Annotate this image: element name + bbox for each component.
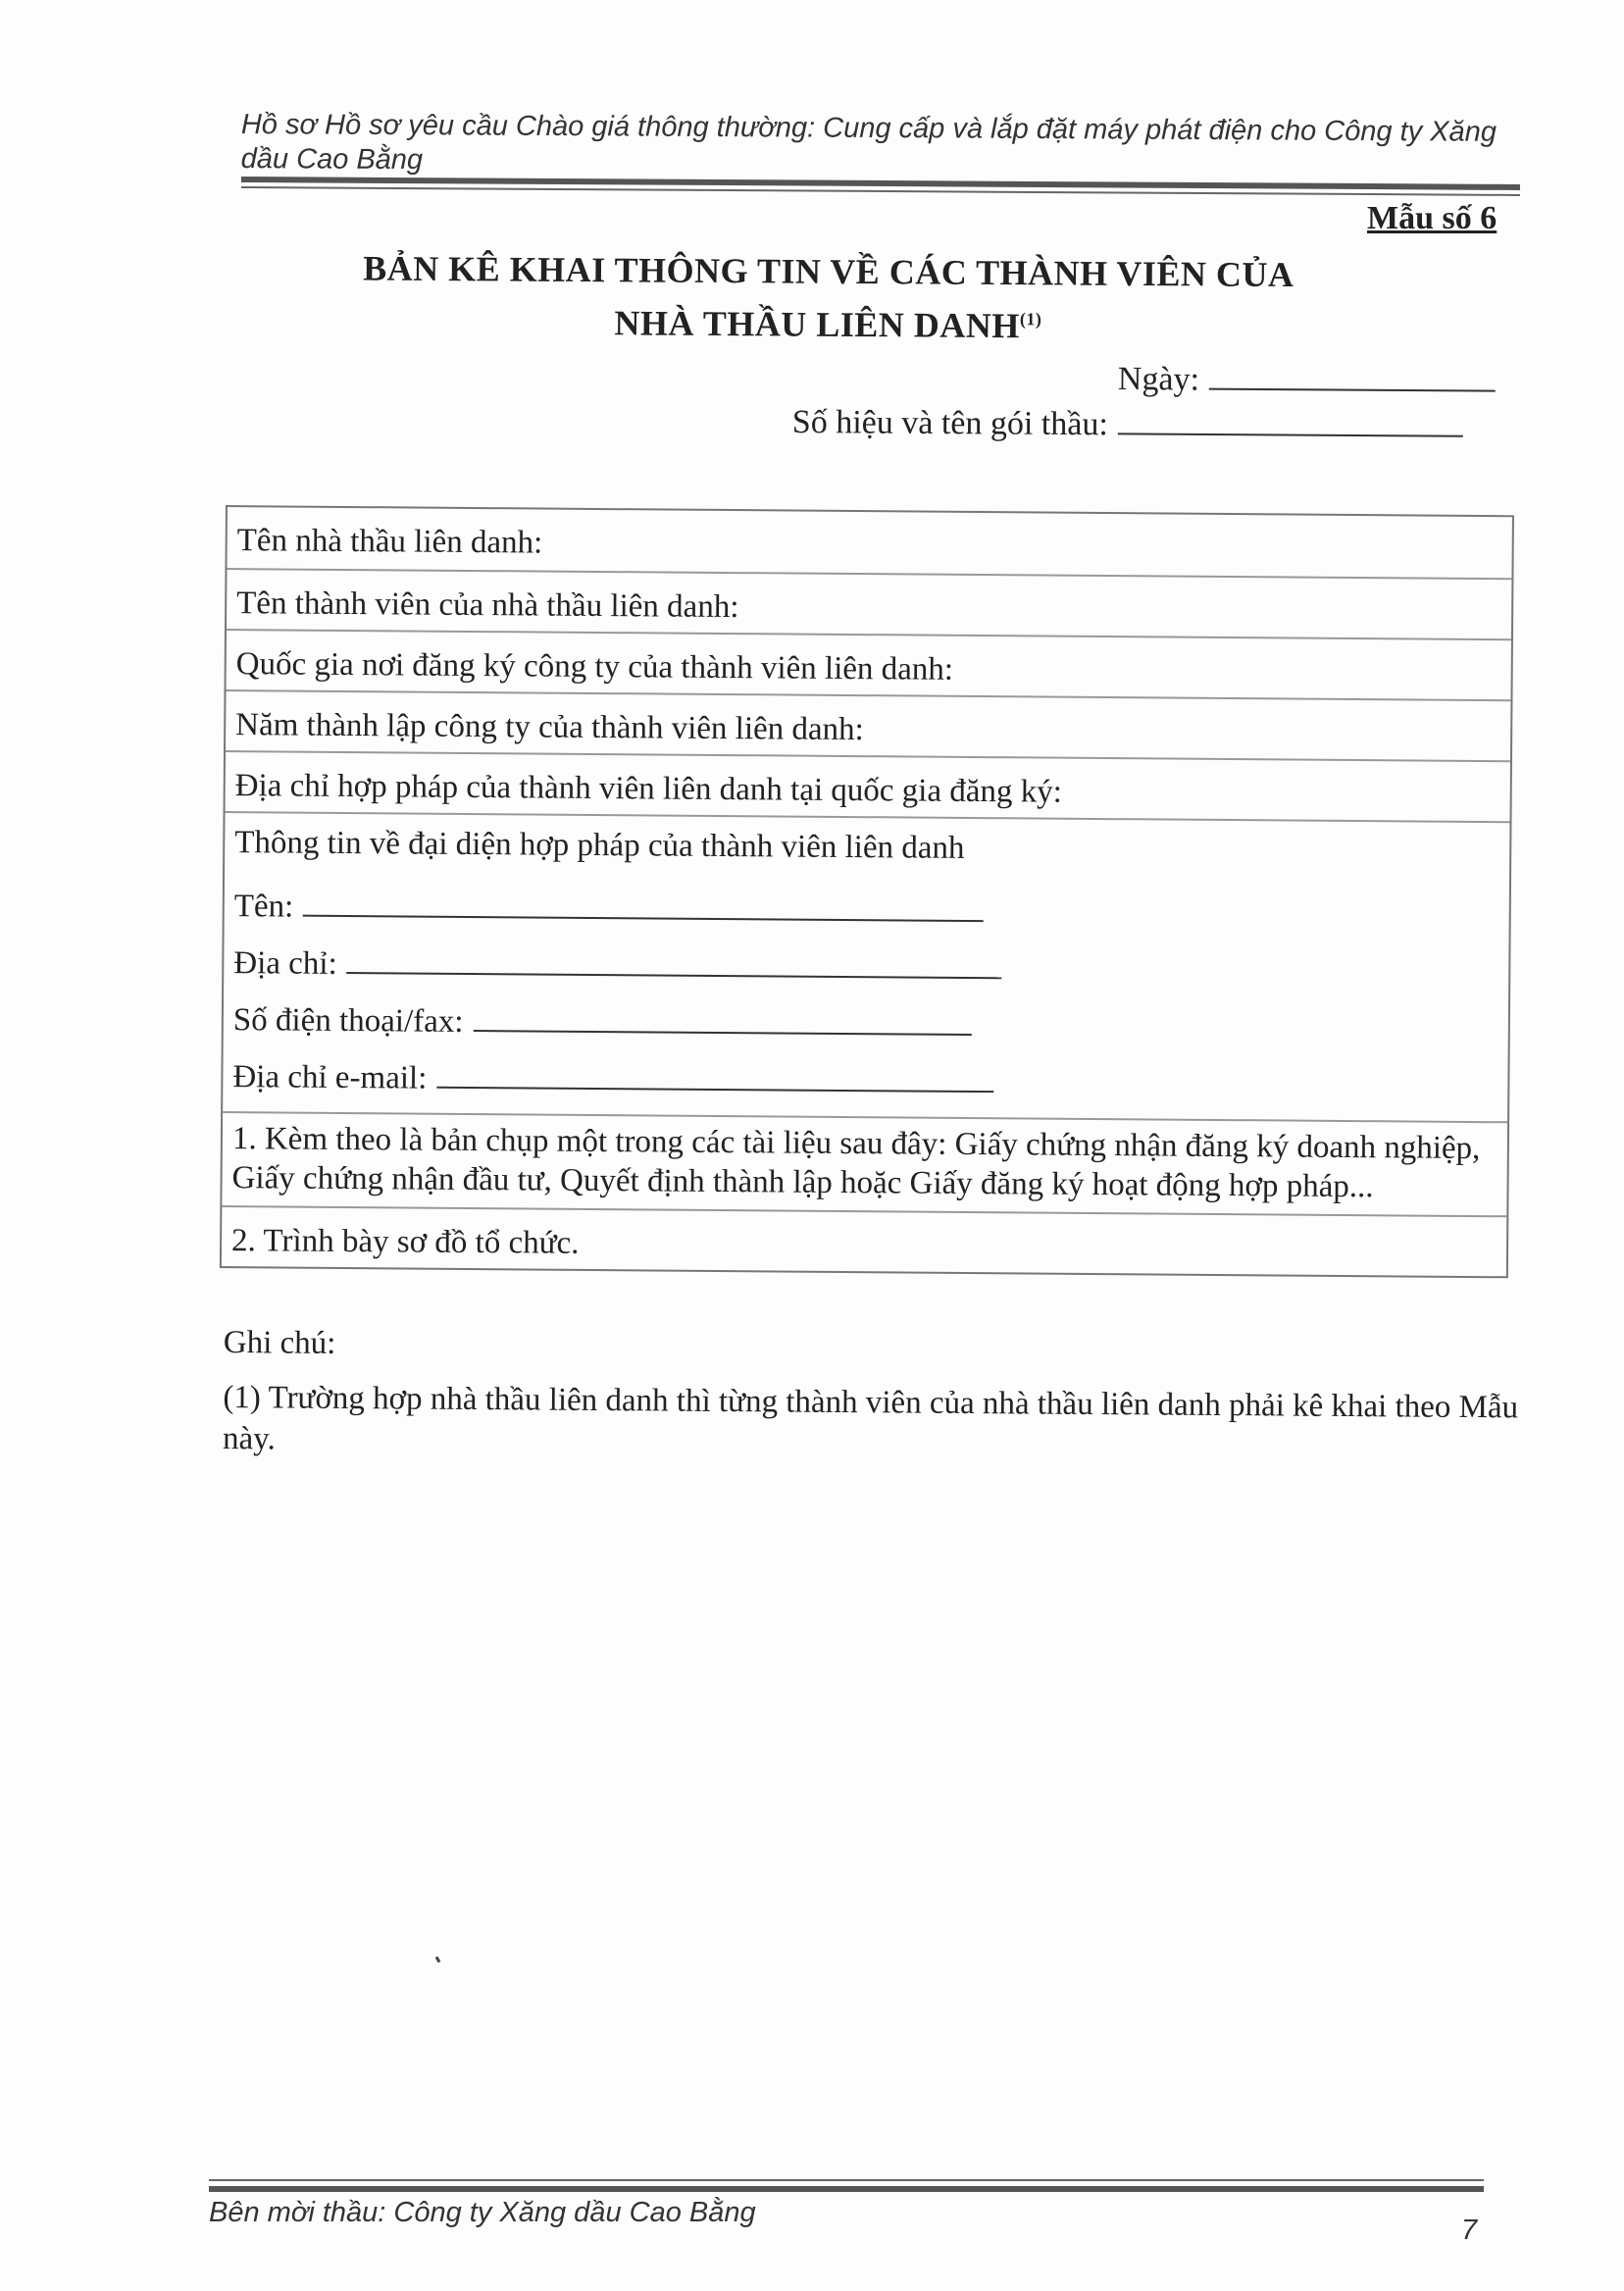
row-registration-country: [227, 629, 1511, 699]
member-info-form: [220, 505, 1514, 1278]
title-line-2: NHÀ THẦU LIÊN DANH$^{(1)}$: [614, 303, 1042, 346]
page-number: 7: [1461, 2215, 1478, 2246]
representative-phone-line: [233, 992, 1504, 1058]
founding-year-label: Năm thành lập công ty của thành viên liên danh:: [235, 707, 864, 748]
legal-address-label: Địa chỉ hợp pháp của thành viên liên danh tại quốc gia đăng ký:: [234, 768, 1063, 810]
footer-rule-thick: [209, 2186, 1484, 2192]
note-1: (1) Trường hợp nhà thầu liên danh thì từng thành viên của nhà thầu liên danh phải kê khai theo Mẫu này.: [222, 1379, 1519, 1457]
document-footer: Bên mời thầu: Công ty Xăng dầu Cao Bằng: [209, 2197, 756, 2228]
date-field[interactable]: [1209, 365, 1496, 392]
representative-name-line: [234, 878, 1505, 944]
package-label: Số hiệu và tên gói thầu:: [791, 404, 1109, 443]
representative-email-field[interactable]: [436, 1061, 993, 1093]
attachment-1-text: 1. Kèm theo là bản chụp một trong các tài liệu sau đây: Giấy chứng nhận đăng ký doanh nghiệp, Giấy chứng nhận đầu tư, Quyết định thành lập hoặc Giấy đăng ký hoạt động hợp pháp...: [231, 1121, 1481, 1205]
form-number: Mẫu số 6: [1367, 200, 1497, 236]
registration-country-label: Quốc gia nơi đăng ký công ty của thành viên liên danh:: [235, 646, 954, 687]
consortium-name-label: Tên nhà thầu liên danh:: [236, 523, 543, 561]
representative-name-field[interactable]: [303, 890, 984, 922]
row-attachment-1: [222, 1111, 1507, 1215]
date-label: Ngày:: [1117, 361, 1200, 398]
package-line: [792, 404, 1463, 446]
form-title: [293, 245, 1363, 352]
row-founding-year: [226, 689, 1510, 760]
row-member-name: [227, 568, 1511, 638]
representative-address-label: Địa chỉ:: [233, 945, 337, 982]
representative-phone-field[interactable]: [473, 1004, 971, 1036]
representative-email-line: [232, 1048, 1503, 1115]
title-line-1: BẢN KÊ KHAI THÔNG TIN VỀ CÁC THÀNH VIÊN CỦA: [363, 248, 1294, 295]
representative-name-label: Tên:: [233, 889, 294, 925]
date-line: [1118, 361, 1496, 401]
title-footnote-ref: (1): [1019, 309, 1042, 330]
row-attachment-2: [222, 1205, 1506, 1276]
row-representative: [223, 811, 1509, 1121]
representative-address-line: [233, 935, 1504, 1001]
row-consortium-name: [227, 507, 1511, 578]
notes-heading: Ghi chú:: [223, 1324, 336, 1361]
scan-speck: [435, 1957, 441, 1963]
document-header: Hồ sơ Hồ sơ yêu cầu Chào giá thông thường: Cung cấp và lắp đặt máy phát điện cho Công ty Xăng dầu Cao Bằng: [240, 108, 1497, 177]
representative-phone-label: Số điện thoại/fax:: [232, 1002, 464, 1040]
representative-heading: Thông tin về đại diện hợp pháp của thành viên liên danh: [234, 825, 965, 866]
representative-email-label: Địa chỉ e-mail:: [232, 1059, 428, 1096]
row-legal-address: [226, 750, 1510, 821]
member-name-label: Tên thành viên của nhà thầu liên danh:: [236, 585, 739, 626]
attachment-2-text: 2. Trình bày sơ đồ tổ chức.: [230, 1223, 580, 1261]
notes-section: [223, 1322, 1528, 1483]
representative-address-field[interactable]: [347, 946, 1002, 979]
footer-rule-thin: [209, 2179, 1484, 2181]
package-field[interactable]: [1118, 409, 1463, 436]
